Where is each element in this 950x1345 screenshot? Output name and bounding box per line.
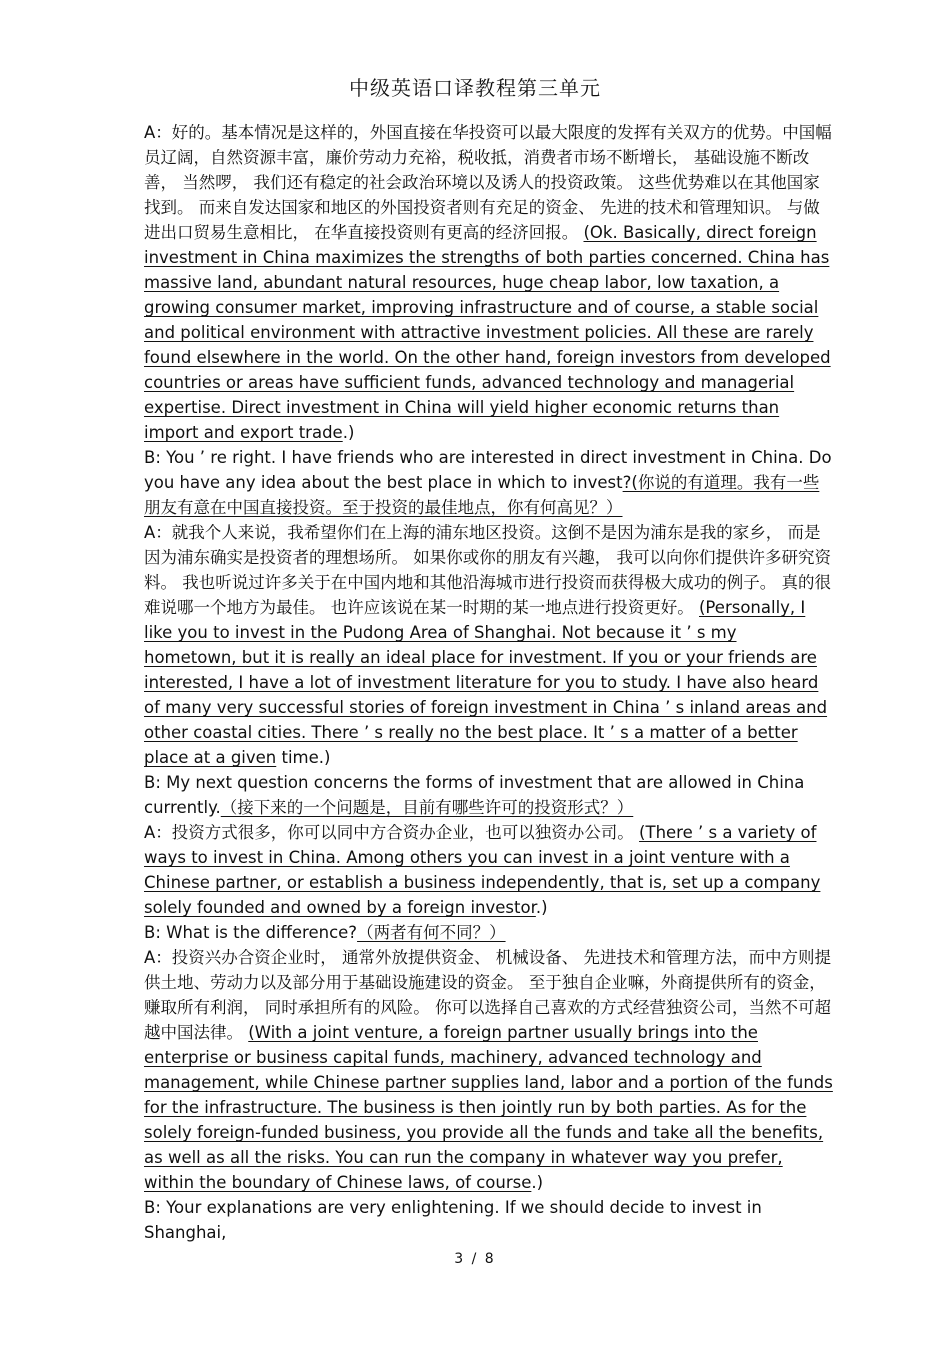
turn-text: B: Your explanations are very enlightening. If we should decide to invest in Shanghai, [144,1198,762,1242]
turn-tail: .) [531,1173,544,1192]
page-number: 3 / 8 [454,1251,496,1267]
turn-text: B: What is the difference? [144,923,358,942]
turn-translation: (Ok. Basically, direct foreign investment in China maximizes the strengths of both parties concerned. China has massive land, abundant natural resources, huge cheap labor, low taxation, a growing consumer market, improving infrastructure and of course, a stable social and political environment with attractive investment policies. All these are rarely found elsewhere in the world. On the other hand, foreign investors from developed countries or areas have sufficient funds, advanced technology and managerial expertise. Direct investment in China will yield higher economic returns than import and export trade [144,223,831,442]
turn-translation: (Personally, I like you to invest in the Pudong Area of Shanghai. Not because it ’ s my hometown, but it is really an ideal place for investment. If you or your friends are interested, I have a lot of investment literature for you to study. I have also heard of many very successful stories of foreign investment in China ’ s inland areas and other coastal cities. There ’ s really no the best place. It ’ s a matter of a better place at a given [144,598,828,767]
dialogue-turn-a2 [144,520,834,770]
page-title: 中级英语口译教程第三单元 [349,76,601,100]
turn-tail: time.) [276,748,331,767]
turn-translation: (With a joint venture, a foreign partner usually brings into the enterprise or business capital funds, machinery, advanced technology and management, while Chinese partner supplies land, labor and a portion of the funds for the infrastructure. The business is then jointly run by both parties. As for the solely foreign-funded business, you provide all the funds and take all the benefits, as well as all the risks. You can run the company in whatever way you prefer, within the boundary of Chinese laws, of course [144,1023,833,1192]
dialogue-turn-b1 [144,445,834,520]
turn-tail: .) [342,423,355,442]
turn-tail: .) [535,898,548,917]
dialogue-body [144,120,834,1245]
dialogue-turn-a3 [144,820,834,920]
turn-translation: （两者有何不同？） [357,923,506,942]
turn-text: A：投资方式很多，你可以同中方合资办企业，也可以独资办公司。 [144,823,640,842]
turn-translation: (There ’ s a variety of ways to invest in China. Among others you can invest in a joint venture with a Chinese partner, or establish a business independently, that is, set up a company solely founded and owned by a foreign investor [144,823,821,917]
dialogue-turn-b4 [144,1195,834,1245]
turn-text: A：就我个人来说，我希望你们在上海的浦东地区投资。这倒不是因为浦东是我的家乡， 而是因为浦东确实是投资者的理想场所。 如果你或你的朋友有兴趣， 我可以向你们提供许多研究资料。 我也听说过许多关于在中国内地和其他沿海城市进行投资而获得极大成功的例子。 真的很难说哪一个地方为最佳。 也许应该说在某一时期的某一地点进行投资更好。 [144,523,831,617]
dialogue-turn-b3 [144,920,834,945]
turn-text: B: You ’ re right. I have friends who are interested in direct investment in China. Do you have any idea about the best place in which to invest [144,448,832,492]
turn-translation: （接下来的一个问题是，目前有哪些许可的投资形式？） [220,798,634,817]
turn-text: A：好的。基本情况是这样的，外国直接在华投资可以最大限度的发挥有关双方的优势。中国幅员辽阔，自然资源丰富，廉价劳动力充裕，税收抵，消费者市场不断增长， 基础设施不断改善， 当然啰， 我们还有稳定的社会政治环境以及诱人的投资政策。 这些优势难以在其他国家找到。 而来自发达国家和地区的外国投资者则有充足的资金、 先进的技术和管理知识。 与做进出口贸易生意相比， 在华直接投资则有更高的经济回报。 [144,123,832,242]
dialogue-turn-a4 [144,945,834,1195]
dialogue-turn-a1 [144,120,834,445]
dialogue-turn-b2 [144,770,834,820]
turn-translation: ?(你说的有道理。我有一些朋友有意在中国直接投资。至于投资的最佳地点，你有何高见？） [144,473,820,517]
turn-text: A：投资兴办合资企业时， 通常外放提供资金、 机械设备、 先进技术和管理方法，而中方则提供土地、劳动力以及部分用于基础设施建设的资金。 至于独自企业嘛，外商提供所有的资金， 赚取所有利润， 同时承担所有的风险。 你可以选择自己喜欢的方式经营独资公司，当然不可超越中国法律。 [144,948,832,1042]
turn-text: B: My next question concerns the forms of investment that are allowed in China currently. [144,773,805,817]
